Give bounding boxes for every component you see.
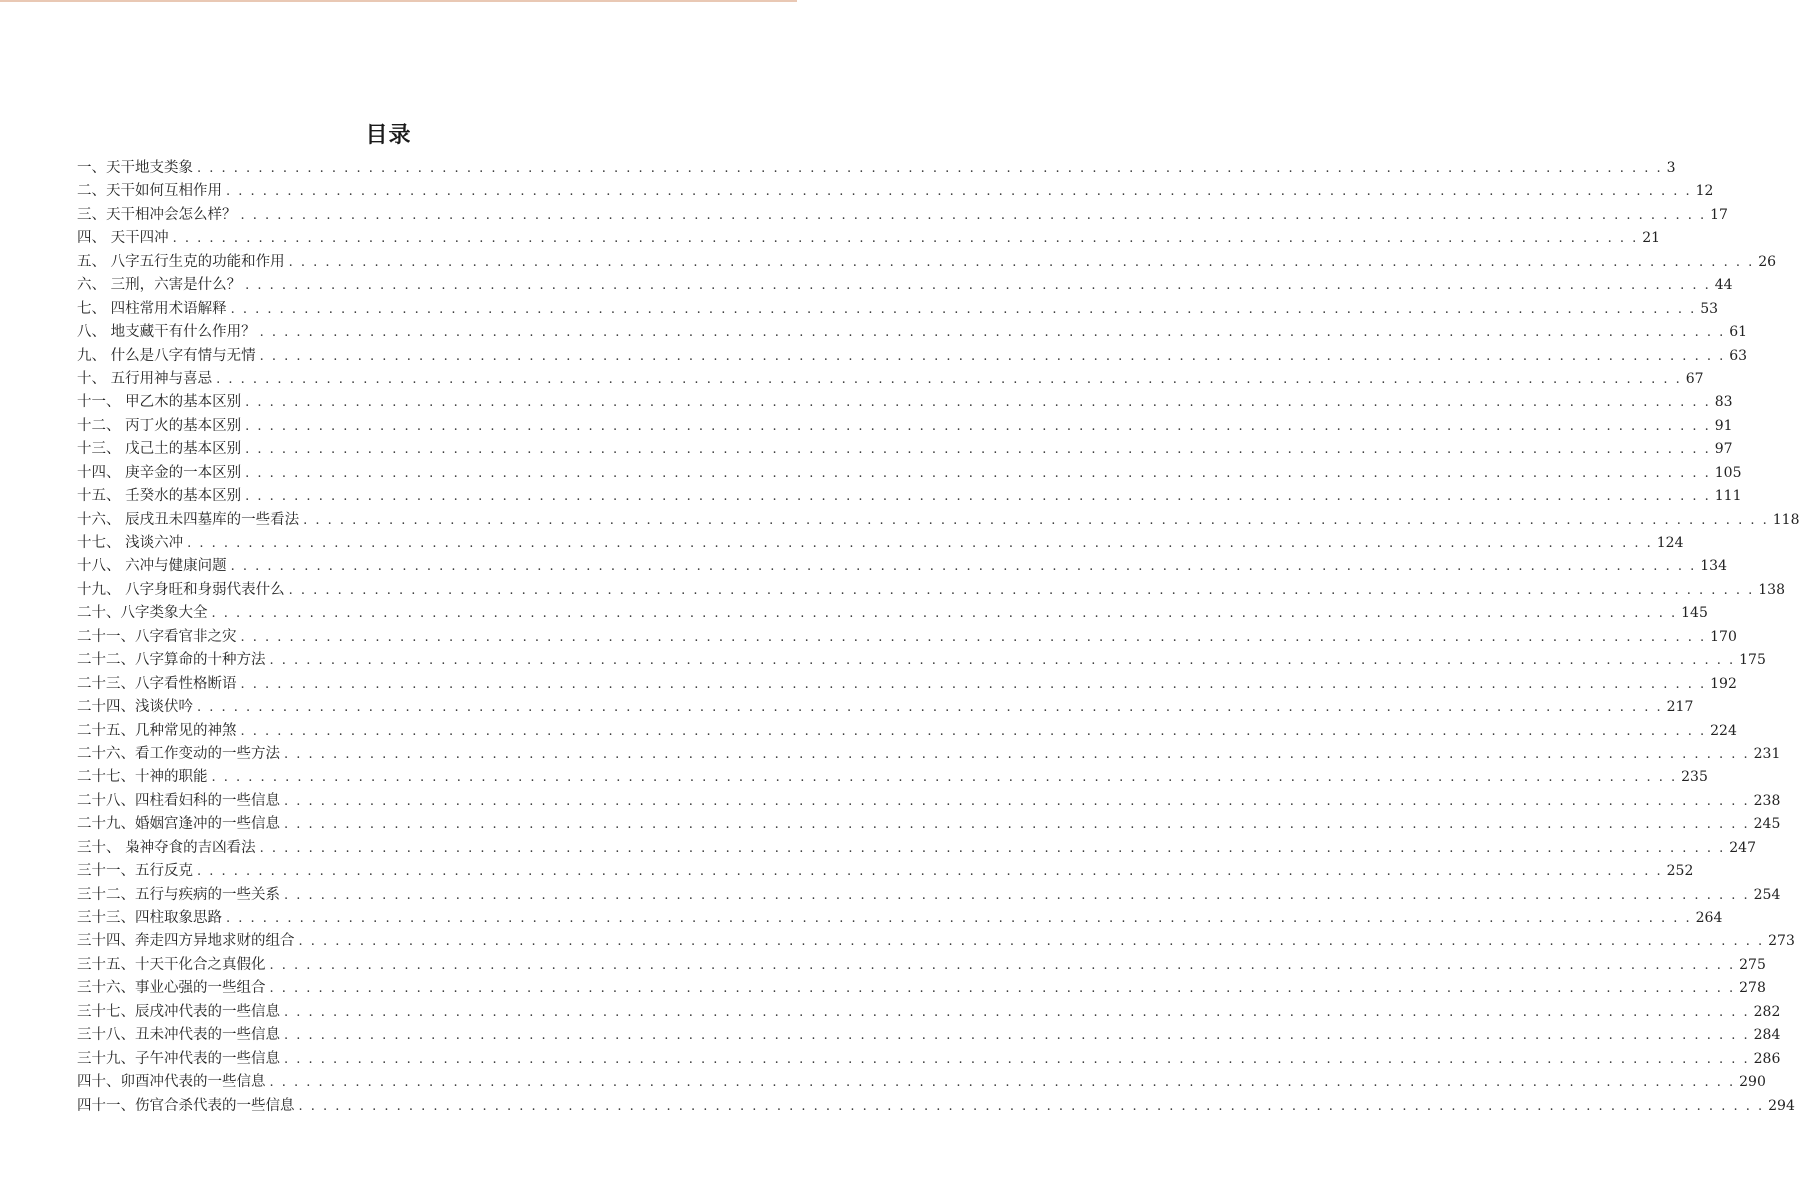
toc-entry[interactable] [77, 251, 1777, 274]
toc-page-number: 21 [1642, 230, 1661, 247]
toc-entry[interactable] [77, 274, 1733, 297]
toc-dot-leader: . . . . . . . . . . . . . . . . . . . . . . . . . . . . . . . . . . . . . . . . . . . . . . . . . . . . . . . . . . . . . . . . . . . . . . . . . . . . . . . . . . . . . . . . . . . . . . . . . . . . . . . . . . . . . . . . . . . . . . . . [230, 559, 1697, 575]
toc-page-number: 224 [1710, 722, 1737, 739]
toc-entry-title: 五、 八字五行生克的功能和作用 [77, 253, 285, 270]
toc-dot-leader: . . . . . . . . . . . . . . . . . . . . . . . . . . . . . . . . . . . . . . . . . . . . . . . . . . . . . . . . . . . . . . . . . . . . . . . . . . . . . . . . . . . . . . . . . . . . . . . . . . . . . . . . . . . . . . . . . . . . . . . . [298, 934, 1765, 950]
toc-page-number: 3 [1666, 160, 1676, 176]
toc-entry-title: 二十六、看工作变动的一些方法 [77, 745, 280, 762]
toc-dot-leader: . . . . . . . . . . . . . . . . . . . . . . . . . . . . . . . . . . . . . . . . . . . . . . . . . . . . . . . . . . . . . . . . . . . . . . . . . . . . . . . . . . . . . . . . . . . . . . . . . . . . . . . . . . . . . . . . . . . . . . . . [245, 395, 1711, 411]
toc-dot-leader: . . . . . . . . . . . . . . . . . . . . . . . . . . . . . . . . . . . . . . . . . . . . . . . . . . . . . . . . . . . . . . . . . . . . . . . . . . . . . . . . . . . . . . . . . . . . . . . . . . . . . . . . . . . . . . . . . . . . . . . . [284, 817, 1750, 833]
toc-dot-leader: . . . . . . . . . . . . . . . . . . . . . . . . . . . . . . . . . . . . . . . . . . . . . . . . . . . . . . . . . . . . . . . . . . . . . . . . . . . . . . . . . . . . . . . . . . . . . . . . . . . . . . . . . . . . . . . . . . . . . . . . [259, 325, 1726, 341]
toc-entry[interactable] [77, 930, 1795, 953]
toc-entry-title: 三十九、子午冲代表的一些信息 [77, 1050, 280, 1067]
toc-dot-leader: . . . . . . . . . . . . . . . . . . . . . . . . . . . . . . . . . . . . . . . . . . . . . . . . . . . . . . . . . . . . . . . . . . . . . . . . . . . . . . . . . . . . . . . . . . . . . . . . . . . . . . . . . . . . . . . . . . . . . . . . [245, 418, 1711, 434]
toc-entry[interactable] [77, 485, 1742, 508]
toc-entry-title: 二十、八字类象大全 [77, 605, 208, 622]
toc-page-number: 290 [1739, 1074, 1766, 1091]
toc-dot-leader: . . . . . . . . . . . . . . . . . . . . . . . . . . . . . . . . . . . . . . . . . . . . . . . . . . . . . . . . . . . . . . . . . . . . . . . . . . . . . . . . . . . . . . . . . . . . . . . . . . . . . . . . . . . . . . . . . . . . . . . . [259, 840, 1726, 856]
toc-entry[interactable] [77, 837, 1756, 860]
toc-entry[interactable] [77, 462, 1742, 485]
toc-dot-leader: . . . . . . . . . . . . . . . . . . . . . . . . . . . . . . . . . . . . . . . . . . . . . . . . . . . . . . . . . . . . . . . . . . . . . . . . . . . . . . . . . . . . . . . . . . . . . . . . . . . . . . . . . . . . . . . . . . . . . . . . [284, 1051, 1750, 1067]
toc-entry-title: 十三、 戊己土的基本区别 [77, 441, 242, 458]
toc-page-number: 63 [1729, 347, 1748, 364]
toc-dot-leader: . . . . . . . . . . . . . . . . . . . . . . . . . . . . . . . . . . . . . . . . . . . . . . . . . . . . . . . . . . . . . . . . . . . . . . . . . . . . . . . . . . . . . . . . . . . . . . . . . . . . . . . . . . . . . . . . . . . . . . . . [240, 723, 1707, 739]
toc-entry[interactable] [77, 391, 1733, 414]
toc-entry[interactable] [77, 1001, 1781, 1024]
toc-entry[interactable] [77, 438, 1733, 461]
toc-page-number: 67 [1685, 370, 1704, 387]
toc-page-number: 275 [1739, 956, 1766, 973]
toc-page-number: 138 [1758, 581, 1785, 598]
toc-entry[interactable] [77, 368, 1704, 391]
toc-page-number: 53 [1700, 300, 1719, 317]
toc-entry-title: 三十四、奔走四方异地求财的组合 [77, 933, 295, 950]
toc-entry[interactable] [77, 204, 1728, 227]
toc-entry-title: 八、 地支藏干有什么作用？ [77, 324, 256, 341]
toc-entry-title: 一、天干地支类象 [77, 160, 193, 176]
toc-page-number: 247 [1729, 839, 1756, 856]
toc-dot-leader: . . . . . . . . . . . . . . . . . . . . . . . . . . . . . . . . . . . . . . . . . . . . . . . . . . . . . . . . . . . . . . . . . . . . . . . . . . . . . . . . . . . . . . . . . . . . . . . . . . . . . . . . . . . . . . . . . . . . . . . . [259, 348, 1726, 364]
toc-page-number: 170 [1710, 628, 1737, 645]
toc-dot-leader: . . . . . . . . . . . . . . . . . . . . . . . . . . . . . . . . . . . . . . . . . . . . . . . . . . . . . . . . . . . . . . . . . . . . . . . . . . . . . . . . . . . . . . . . . . . . . . . . . . . . . . . . . . . . . . . . . . . . . . . . [284, 887, 1750, 903]
toc-entry-title: 二十二、八字算命的十种方法 [77, 652, 266, 669]
toc-entry-title: 九、 什么是八字有情与无情 [77, 347, 256, 364]
toc-page-number: 231 [1753, 745, 1781, 762]
toc-dot-leader: . . . . . . . . . . . . . . . . . . . . . . . . . . . . . . . . . . . . . . . . . . . . . . . . . . . . . . . . . . . . . . . . . . . . . . . . . . . . . . . . . . . . . . . . . . . . . . . . . . . . . . . . . . . . . . . . . . . . . . . . [298, 1098, 1765, 1114]
toc-entry-title: 三十二、五行与疾病的一些关系 [77, 886, 280, 903]
toc-entry[interactable] [77, 321, 1748, 344]
toc-page-number: 282 [1753, 1003, 1781, 1020]
toc-dot-leader: . . . . . . . . . . . . . . . . . . . . . . . . . . . . . . . . . . . . . . . . . . . . . . . . . . . . . . . . . . . . . . . . . . . . . . . . . . . . . . . . . . . . . . . . . . . . . . . . . . . . . . . . . . . . . . . . . . . . . . . . [211, 606, 1678, 622]
toc-page-number: 105 [1714, 464, 1742, 481]
toc-dot-leader: . . . . . . . . . . . . . . . . . . . . . . . . . . . . . . . . . . . . . . . . . . . . . . . . . . . . . . . . . . . . . . . . . . . . . . . . . . . . . . . . . . . . . . . . . . . . . . . . . . . . . . . . . . . . . . . . . . . . . . . . [240, 207, 1707, 223]
toc-dot-leader: . . . . . . . . . . . . . . . . . . . . . . . . . . . . . . . . . . . . . . . . . . . . . . . . . . . . . . . . . . . . . . . . . . . . . . . . . . . . . . . . . . . . . . . . . . . . . . . . . . . . . . . . . . . . . . . . . . . . . . . . [269, 1075, 1736, 1091]
toc-entry-title: 四、 天干四冲 [77, 230, 169, 247]
toc-page-number: 273 [1768, 933, 1795, 950]
toc-entry[interactable] [77, 813, 1781, 836]
toc-entry[interactable] [77, 298, 1719, 321]
toc-dot-leader: . . . . . . . . . . . . . . . . . . . . . . . . . . . . . . . . . . . . . . . . . . . . . . . . . . . . . . . . . . . . . . . . . . . . . . . . . . . . . . . . . . . . . . . . . . . . . . . . . . . . . . . . . . . . . . . . . . . . . . . . [245, 442, 1711, 458]
toc-entry-title: 十八、 六冲与健康问题 [77, 558, 227, 575]
toc-page-number: 238 [1753, 792, 1781, 809]
toc-dot-leader: . . . . . . . . . . . . . . . . . . . . . . . . . . . . . . . . . . . . . . . . . . . . . . . . . . . . . . . . . . . . . . . . . . . . . . . . . . . . . . . . . . . . . . . . . . . . . . . . . . . . . . . . . . . . . . . . . . . . . . . . [284, 1004, 1750, 1020]
toc-page-number: 134 [1700, 558, 1727, 575]
toc-entry[interactable] [77, 1024, 1781, 1047]
toc-entry[interactable] [77, 696, 1694, 719]
toc-entry[interactable] [77, 907, 1723, 930]
toc-dot-leader: . . . . . . . . . . . . . . . . . . . . . . . . . . . . . . . . . . . . . . . . . . . . . . . . . . . . . . . . . . . . . . . . . . . . . . . . . . . . . . . . . . . . . . . . . . . . . . . . . . . . . . . . . . . . . . . . . . . . . . . . [245, 489, 1711, 505]
toc-entry-title: 三十一、五行反克 [77, 863, 193, 880]
toc-dot-leader: . . . . . . . . . . . . . . . . . . . . . . . . . . . . . . . . . . . . . . . . . . . . . . . . . . . . . . . . . . . . . . . . . . . . . . . . . . . . . . . . . . . . . . . . . . . . . . . . . . . . . . . . . . . . . . . . . . . . . . . . [230, 301, 1697, 317]
toc-dot-leader: . . . . . . . . . . . . . . . . . . . . . . . . . . . . . . . . . . . . . . . . . . . . . . . . . . . . . . . . . . . . . . . . . . . . . . . . . . . . . . . . . . . . . . . . . . . . . . . . . . . . . . . . . . . . . . . . . . . . . . . . [245, 465, 1711, 481]
toc-entry-title: 二十九、婚姻宫逢冲的一些信息 [77, 816, 280, 833]
toc-dot-leader: . . . . . . . . . . . . . . . . . . . . . . . . . . . . . . . . . . . . . . . . . . . . . . . . . . . . . . . . . . . . . . . . . . . . . . . . . . . . . . . . . . . . . . . . . . . . . . . . . . . . . . . . . . . . . . . . . . . . . . . . [211, 770, 1678, 786]
toc-dot-leader: . . . . . . . . . . . . . . . . . . . . . . . . . . . . . . . . . . . . . . . . . . . . . . . . . . . . . . . . . . . . . . . . . . . . . . . . . . . . . . . . . . . . . . . . . . . . . . . . . . . . . . . . . . . . . . . . . . . . . . . . [284, 793, 1750, 809]
toc-page-number: 245 [1753, 816, 1781, 833]
toc-page-number: 235 [1681, 769, 1708, 786]
toc-entry-title: 三十八、丑未冲代表的一些信息 [77, 1027, 280, 1044]
toc-entry-title: 二十八、四柱看妇科的一些信息 [77, 792, 280, 809]
toc-page-number: 254 [1753, 886, 1781, 903]
toc-dot-leader: . . . . . . . . . . . . . . . . . . . . . . . . . . . . . . . . . . . . . . . . . . . . . . . . . . . . . . . . . . . . . . . . . . . . . . . . . . . . . . . . . . . . . . . . . . . . . . . . . . . . . . . . . . . . . . . . . . . . . . . . [187, 536, 1653, 551]
toc-entry[interactable] [77, 227, 1661, 250]
toc-entry[interactable] [77, 1048, 1781, 1071]
toc-page-number: 91 [1714, 417, 1733, 434]
toc-entry[interactable] [77, 579, 1785, 602]
toc-entry[interactable] [77, 860, 1694, 883]
toc-page-number: 264 [1695, 910, 1723, 926]
toc-entry-title: 十二、 丙丁火的基本区别 [77, 417, 242, 434]
toc-dot-leader: . . . . . . . . . . . . . . . . . . . . . . . . . . . . . . . . . . . . . . . . . . . . . . . . . . . . . . . . . . . . . . . . . . . . . . . . . . . . . . . . . . . . . . . . . . . . . . . . . . . . . . . . . . . . . . . . . . . . . . . . [303, 512, 1769, 528]
toc-page-number: 44 [1714, 277, 1733, 294]
toc-entry[interactable] [77, 1071, 1766, 1094]
toc-entry[interactable] [77, 180, 1714, 203]
toc-entry-title: 六、 三刑，六害是什么？ [77, 277, 242, 294]
toc-entry-title: 三十六、事业心强的一些组合 [77, 980, 266, 997]
toc-page-number: 17 [1710, 206, 1728, 223]
toc-entry-title: 三十、 枭神夺食的吉凶看法 [77, 839, 256, 856]
toc-dot-leader: . . . . . . . . . . . . . . . . . . . . . . . . . . . . . . . . . . . . . . . . . . . . . . . . . . . . . . . . . . . . . . . . . . . . . . . . . . . . . . . . . . . . . . . . . . . . . . . . . . . . . . . . . . . . . . . . . . . . . . . . [269, 957, 1736, 973]
toc-entry[interactable] [77, 743, 1781, 766]
toc-page-number: 175 [1739, 652, 1766, 669]
toc-entry[interactable] [77, 720, 1737, 743]
toc-page-number: 83 [1714, 394, 1733, 411]
toc-dot-leader: . . . . . . . . . . . . . . . . . . . . . . . . . . . . . . . . . . . . . . . . . . . . . . . . . . . . . . . . . . . . . . . . . . . . . . . . . . . . . . . . . . . . . . . . . . . . . . . . . . . . . . . . . . . . . . . . . . . . . . . . [269, 981, 1736, 997]
toc-dot-leader: . . . . . . . . . . . . . . . . . . . . . . . . . . . . . . . . . . . . . . . . . . . . . . . . . . . . . . . . . . . . . . . . . . . . . . . . . . . . . . . . . . . . . . . . . . . . . . . . . . . . . . . . . . . . . . . . . . . . . . . . [284, 1028, 1750, 1044]
top-border-rule [0, 0, 797, 2]
toc-entry-title: 十九、 八字身旺和身弱代表什么 [77, 581, 285, 598]
toc-entry[interactable] [77, 532, 1684, 555]
toc-entry-title: 十一、 甲乙木的基本区别 [77, 394, 242, 411]
toc-dot-leader: . . . . . . . . . . . . . . . . . . . . . . . . . . . . . . . . . . . . . . . . . . . . . . . . . . . . . . . . . . . . . . . . . . . . . . . . . . . . . . . . . . . . . . . . . . . . . . . . . . . . . . . . . . . . . . . . . . . . . . . . [288, 254, 1755, 270]
toc-entry[interactable] [77, 884, 1781, 907]
toc-entry-title: 十七、 浅谈六冲 [77, 535, 184, 551]
toc-entry[interactable] [77, 345, 1748, 368]
table-of-contents [77, 157, 1799, 1118]
toc-entry[interactable] [77, 766, 1708, 789]
toc-entry[interactable] [77, 649, 1766, 672]
toc-dot-leader: . . . . . . . . . . . . . . . . . . . . . . . . . . . . . . . . . . . . . . . . . . . . . . . . . . . . . . . . . . . . . . . . . . . . . . . . . . . . . . . . . . . . . . . . . . . . . . . . . . . . . . . . . . . . . . . . . . . . . . . . [269, 653, 1736, 669]
toc-entry-title: 十、 五行用神与喜忌 [77, 370, 213, 387]
toc-dot-leader: . . . . . . . . . . . . . . . . . . . . . . . . . . . . . . . . . . . . . . . . . . . . . . . . . . . . . . . . . . . . . . . . . . . . . . . . . . . . . . . . . . . . . . . . . . . . . . . . . . . . . . . . . . . . . . . . . . . . . . . . [197, 161, 1663, 176]
toc-page-number: 145 [1681, 605, 1708, 622]
toc-entry-title: 十四、 庚辛金的一本区别 [77, 464, 242, 481]
toc-entry-title: 三、天干相冲会怎么样？ [77, 206, 237, 223]
toc-page-number: 286 [1753, 1050, 1781, 1067]
toc-entry-title: 四十一、伤官合杀代表的一些信息 [77, 1097, 295, 1114]
toc-entry-title: 三十五、十天干化合之真假化 [77, 956, 266, 973]
toc-dot-leader: . . . . . . . . . . . . . . . . . . . . . . . . . . . . . . . . . . . . . . . . . . . . . . . . . . . . . . . . . . . . . . . . . . . . . . . . . . . . . . . . . . . . . . . . . . . . . . . . . . . . . . . . . . . . . . . . . . . . . . . . [245, 278, 1711, 294]
toc-entry[interactable] [77, 415, 1733, 438]
toc-entry[interactable] [77, 790, 1781, 813]
toc-page-number: 111 [1714, 488, 1742, 505]
toc-dot-leader: . . . . . . . . . . . . . . . . . . . . . . . . . . . . . . . . . . . . . . . . . . . . . . . . . . . . . . . . . . . . . . . . . . . . . . . . . . . . . . . . . . . . . . . . . . . . . . . . . . . . . . . . . . . . . . . . . . . . . . . . [240, 676, 1707, 692]
page-title: 目录 [365, 123, 412, 148]
toc-entry[interactable] [77, 626, 1737, 649]
toc-page-number: 192 [1710, 675, 1737, 692]
toc-page-number: 284 [1753, 1027, 1781, 1044]
toc-dot-leader: . . . . . . . . . . . . . . . . . . . . . . . . . . . . . . . . . . . . . . . . . . . . . . . . . . . . . . . . . . . . . . . . . . . . . . . . . . . . . . . . . . . . . . . . . . . . . . . . . . . . . . . . . . . . . . . . . . . . . . . . [288, 582, 1755, 598]
toc-dot-leader: . . . . . . . . . . . . . . . . . . . . . . . . . . . . . . . . . . . . . . . . . . . . . . . . . . . . . . . . . . . . . . . . . . . . . . . . . . . . . . . . . . . . . . . . . . . . . . . . . . . . . . . . . . . . . . . . . . . . . . . . [226, 911, 1692, 926]
toc-entry-title: 二十三、八字看性格断语 [77, 675, 237, 692]
toc-entry-title: 十五、 壬癸水的基本区别 [77, 488, 242, 505]
toc-entry-title: 三十三、四柱取象思路 [77, 910, 222, 926]
toc-page-number: 217 [1666, 699, 1694, 716]
toc-entry[interactable] [77, 602, 1708, 625]
toc-entry-title: 三十七、辰戌冲代表的一些信息 [77, 1003, 280, 1020]
toc-entry-title: 二十七、十神的职能 [77, 769, 208, 786]
toc-entry[interactable] [77, 555, 1727, 578]
toc-page-number: 12 [1695, 183, 1714, 200]
toc-page-number: 97 [1714, 441, 1733, 458]
toc-entry-title: 七、 四柱常用术语解释 [77, 300, 227, 317]
toc-page-number: 252 [1666, 863, 1694, 880]
toc-entry-title: 四十、卯酉冲代表的一些信息 [77, 1074, 266, 1091]
toc-dot-leader: . . . . . . . . . . . . . . . . . . . . . . . . . . . . . . . . . . . . . . . . . . . . . . . . . . . . . . . . . . . . . . . . . . . . . . . . . . . . . . . . . . . . . . . . . . . . . . . . . . . . . . . . . . . . . . . . . . . . . . . . [197, 864, 1663, 880]
toc-page-number: 294 [1768, 1097, 1795, 1114]
toc-entry-title: 二十四、浅谈伏吟 [77, 699, 193, 716]
toc-dot-leader: . . . . . . . . . . . . . . . . . . . . . . . . . . . . . . . . . . . . . . . . . . . . . . . . . . . . . . . . . . . . . . . . . . . . . . . . . . . . . . . . . . . . . . . . . . . . . . . . . . . . . . . . . . . . . . . . . . . . . . . . [197, 700, 1663, 716]
toc-page-number: 118 [1772, 511, 1799, 528]
toc-entry[interactable] [77, 509, 1799, 532]
toc-page-number: 26 [1758, 253, 1777, 270]
toc-entry[interactable] [77, 157, 1676, 180]
toc-dot-leader: . . . . . . . . . . . . . . . . . . . . . . . . . . . . . . . . . . . . . . . . . . . . . . . . . . . . . . . . . . . . . . . . . . . . . . . . . . . . . . . . . . . . . . . . . . . . . . . . . . . . . . . . . . . . . . . . . . . . . . . . [284, 746, 1750, 762]
toc-page-number: 124 [1656, 535, 1684, 551]
toc-entry-title: 二十五、几种常见的神煞 [77, 722, 237, 739]
toc-entry[interactable] [77, 673, 1737, 696]
toc-page-number: 61 [1729, 324, 1748, 341]
toc-dot-leader: . . . . . . . . . . . . . . . . . . . . . . . . . . . . . . . . . . . . . . . . . . . . . . . . . . . . . . . . . . . . . . . . . . . . . . . . . . . . . . . . . . . . . . . . . . . . . . . . . . . . . . . . . . . . . . . . . . . . . . . . [216, 371, 1682, 387]
toc-entry-title: 十六、 辰戌丑未四墓库的一些看法 [77, 511, 300, 528]
toc-entry-title: 二十一、八字看官非之灾 [77, 628, 237, 645]
toc-dot-leader: . . . . . . . . . . . . . . . . . . . . . . . . . . . . . . . . . . . . . . . . . . . . . . . . . . . . . . . . . . . . . . . . . . . . . . . . . . . . . . . . . . . . . . . . . . . . . . . . . . . . . . . . . . . . . . . . . . . . . . . . [240, 629, 1707, 645]
toc-entry[interactable] [77, 954, 1766, 977]
toc-page-number: 278 [1739, 980, 1766, 997]
toc-entry-title: 二、天干如何互相作用 [77, 183, 222, 200]
toc-entry[interactable] [77, 977, 1766, 1000]
toc-dot-leader: . . . . . . . . . . . . . . . . . . . . . . . . . . . . . . . . . . . . . . . . . . . . . . . . . . . . . . . . . . . . . . . . . . . . . . . . . . . . . . . . . . . . . . . . . . . . . . . . . . . . . . . . . . . . . . . . . . . . . . . . [226, 184, 1692, 200]
toc-entry[interactable] [77, 1095, 1795, 1118]
toc-dot-leader: . . . . . . . . . . . . . . . . . . . . . . . . . . . . . . . . . . . . . . . . . . . . . . . . . . . . . . . . . . . . . . . . . . . . . . . . . . . . . . . . . . . . . . . . . . . . . . . . . . . . . . . . . . . . . . . . . . . . . . . . [172, 231, 1639, 247]
